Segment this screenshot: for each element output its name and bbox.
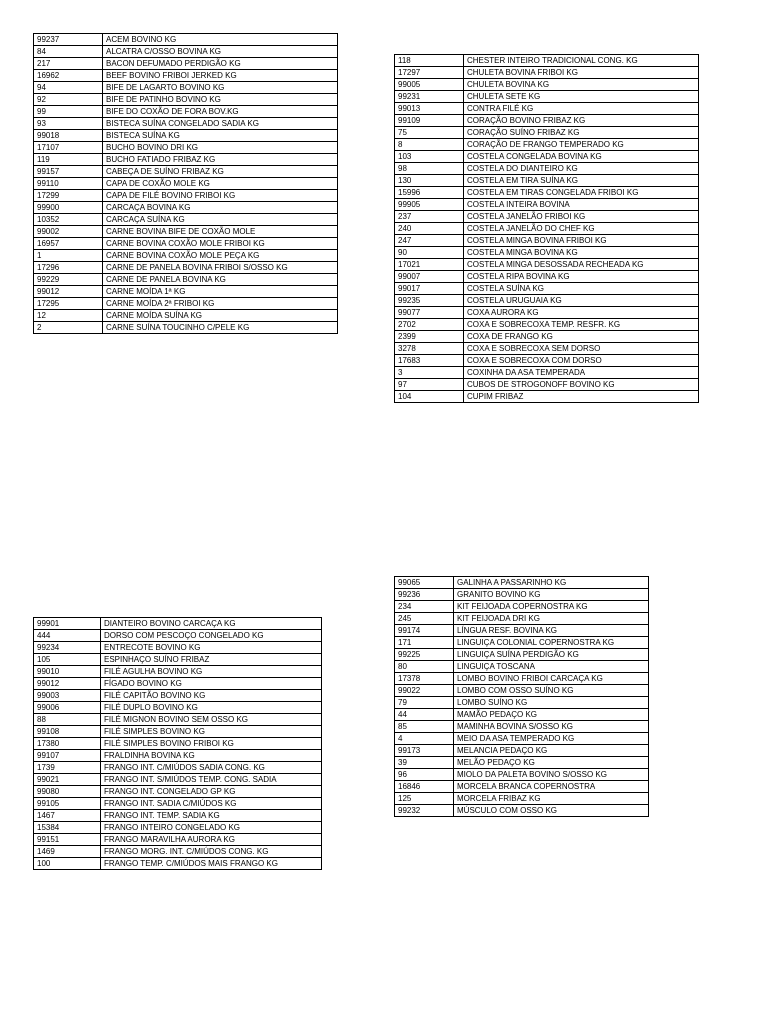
product-description: CARNE MOÍDA 2ª FRIBOI KG (103, 298, 338, 310)
product-description: CARCAÇA BOVINA KG (103, 202, 338, 214)
product-code: 17378 (395, 673, 454, 685)
product-description: COXINHA DA ASA TEMPERADA (464, 367, 699, 379)
product-description: MAMINHA BOVINA S/OSSO KG (454, 721, 649, 733)
product-description: CARNE BOVINA COXÃO MOLE PEÇA KG (103, 250, 338, 262)
product-description: CORAÇÃO DE FRANGO TEMPERADO KG (464, 139, 699, 151)
table-row (395, 661, 649, 673)
product-code: 99157 (34, 166, 103, 178)
product-description: CAPA DE COXÃO MOLE KG (103, 178, 338, 190)
product-description: CAPA DE FILÉ BOVINO FRIBOI KG (103, 190, 338, 202)
product-code: 99 (34, 106, 103, 118)
table-row (34, 226, 338, 238)
product-code: 17299 (34, 190, 103, 202)
product-code: 444 (34, 630, 101, 642)
table-row (395, 769, 649, 781)
product-code: 79 (395, 697, 454, 709)
product-description: GRANITO BOVINO KG (454, 589, 649, 601)
product-description: CARNE MOÍDA 1ª KG (103, 286, 338, 298)
product-description: ENTRECOTE BOVINO KG (101, 642, 322, 654)
product-description: LOMBO BOVINO FRIBOI CARCAÇA KG (454, 673, 649, 685)
table-row (34, 70, 338, 82)
product-table-2 (394, 54, 699, 403)
product-description: BIFE DE LAGARTO BOVINO KG (103, 82, 338, 94)
product-description: CUPIM FRIBAZ (464, 391, 699, 403)
product-code: 4 (395, 733, 454, 745)
table-row (395, 271, 699, 283)
product-code: 99235 (395, 295, 464, 307)
product-code: 2702 (395, 319, 464, 331)
product-description: COSTELA MINGA BOVINA KG (464, 247, 699, 259)
product-description: FILÉ SIMPLES BOVINO FRIBOI KG (101, 738, 322, 750)
table-row (395, 613, 649, 625)
product-description: FRANGO INT. S/MIÚDOS TEMP. CONG. SADIA (101, 774, 322, 786)
product-description: KIT FEIJOADA COPERNOSTRA KG (454, 601, 649, 613)
product-description: COSTELA CONGELADA BOVINA KG (464, 151, 699, 163)
product-code: 99065 (395, 577, 454, 589)
product-description: CARNE BOVINA BIFE DE COXÃO MOLE (103, 226, 338, 238)
product-code: 99905 (395, 199, 464, 211)
product-description: FRANGO INT. SADIA C/MIÚDOS KG (101, 798, 322, 810)
product-table-4 (394, 576, 649, 817)
table-row (34, 46, 338, 58)
table-row (395, 577, 649, 589)
product-code: 90 (395, 247, 464, 259)
product-description: COSTELA URUGUAIA KG (464, 295, 699, 307)
table-row (34, 762, 322, 774)
table-row (34, 738, 322, 750)
product-description: COSTELA JANELÃO DO CHEF KG (464, 223, 699, 235)
table-row (34, 774, 322, 786)
product-code: 17683 (395, 355, 464, 367)
table-row (395, 187, 699, 199)
product-description: MELÃO PEDAÇO KG (454, 757, 649, 769)
product-code: 1739 (34, 762, 101, 774)
table-row (34, 154, 338, 166)
product-code: 2399 (395, 331, 464, 343)
table-row (395, 127, 699, 139)
product-code: 16962 (34, 70, 103, 82)
product-code: 247 (395, 235, 464, 247)
table-row (395, 805, 649, 817)
table-row (395, 649, 649, 661)
product-description: BIFE DE PATINHO BOVINO KG (103, 94, 338, 106)
product-description: CARNE MOÍDA SUÍNA KG (103, 310, 338, 322)
product-description: CARNE DE PANELA BOVINA FRIBOI S/OSSO KG (103, 262, 338, 274)
table-row (34, 726, 322, 738)
product-description: COXA AURORA KG (464, 307, 699, 319)
product-description: ACEM BOVINO KG (103, 34, 338, 46)
product-description: FILÉ MIGNON BOVINO SEM OSSO KG (101, 714, 322, 726)
table-row (34, 714, 322, 726)
product-code: 119 (34, 154, 103, 166)
product-code: 237 (395, 211, 464, 223)
product-code: 1467 (34, 810, 101, 822)
product-code: 99018 (34, 130, 103, 142)
product-code: 17380 (34, 738, 101, 750)
product-code: 99236 (395, 589, 454, 601)
table-row (395, 601, 649, 613)
product-description: CARNE DE PANELA BOVINA KG (103, 274, 338, 286)
table-row (395, 139, 699, 151)
product-code: 17107 (34, 142, 103, 154)
product-code: 125 (395, 793, 454, 805)
product-description: FRANGO TEMP. C/MIÚDOS MAIS FRANGO KG (101, 858, 322, 870)
product-code: 99012 (34, 678, 101, 690)
table-row (34, 190, 338, 202)
table-row (34, 274, 338, 286)
product-description: COSTELA MINGA BOVINA FRIBOI KG (464, 235, 699, 247)
product-description: CHESTER INTEIRO TRADICIONAL CONG. KG (464, 55, 699, 67)
table-row (34, 810, 322, 822)
product-description: MORCELA FRIBAZ KG (454, 793, 649, 805)
product-code: 93 (34, 118, 103, 130)
table-row (395, 67, 699, 79)
product-code: 234 (395, 601, 454, 613)
table-row (34, 666, 322, 678)
product-description: BUCHO FATIADO FRIBAZ KG (103, 154, 338, 166)
product-description: FILÉ DUPLO BOVINO KG (101, 702, 322, 714)
product-description: MEIO DA ASA TEMPERADO KG (454, 733, 649, 745)
product-code: 99229 (34, 274, 103, 286)
product-code: 16957 (34, 238, 103, 250)
product-code: 99017 (395, 283, 464, 295)
product-description: FÍGADO BOVINO KG (101, 678, 322, 690)
table-row (395, 391, 699, 403)
product-description: COSTELA INTEIRA BOVINA (464, 199, 699, 211)
product-description: ESPINHAÇO SUÍNO FRIBAZ (101, 654, 322, 666)
product-code: 3278 (395, 343, 464, 355)
product-description: LINGUIÇA SUÍNA PERDIGÃO KG (454, 649, 649, 661)
product-code: 16846 (395, 781, 454, 793)
product-description: COSTELA RIPA BOVINA KG (464, 271, 699, 283)
product-description: LOMBO SUÍNO KG (454, 697, 649, 709)
product-code: 94 (34, 82, 103, 94)
product-code: 99225 (395, 649, 454, 661)
table-row (34, 142, 338, 154)
product-description: MORCELA BRANCA COPERNOSTRA (454, 781, 649, 793)
product-description: COXA E SOBRECOXA SEM DORSO (464, 343, 699, 355)
table-row (34, 786, 322, 798)
product-description: MELANCIA PEDAÇO KG (454, 745, 649, 757)
product-description: FRALDINHA BOVINA KG (101, 750, 322, 762)
product-description: FRANGO INTEIRO CONGELADO KG (101, 822, 322, 834)
product-code: 99021 (34, 774, 101, 786)
product-code: 99003 (34, 690, 101, 702)
product-description: BUCHO BOVINO DRI KG (103, 142, 338, 154)
product-code: 85 (395, 721, 454, 733)
product-code: 99174 (395, 625, 454, 637)
product-description: DIANTEIRO BOVINO CARCAÇA KG (101, 618, 322, 630)
product-description: BACON DEFUMADO PERDIGÃO KG (103, 58, 338, 70)
product-description: BISTECA SUÍNA KG (103, 130, 338, 142)
product-code: 217 (34, 58, 103, 70)
table-row (34, 750, 322, 762)
product-code: 80 (395, 661, 454, 673)
table-row (395, 379, 699, 391)
product-description: COSTELA JANELÃO FRIBOI KG (464, 211, 699, 223)
product-code: 44 (395, 709, 454, 721)
product-description: ALCATRA C/OSSO BOVINA KG (103, 46, 338, 58)
product-code: 1 (34, 250, 103, 262)
product-code: 99105 (34, 798, 101, 810)
product-description: CONTRA FILÉ KG (464, 103, 699, 115)
table-row (34, 262, 338, 274)
product-code: 99010 (34, 666, 101, 678)
table-row (395, 283, 699, 295)
table-row (395, 589, 649, 601)
product-code: 99173 (395, 745, 454, 757)
product-code: 245 (395, 613, 454, 625)
table-row (34, 690, 322, 702)
table-row (34, 178, 338, 190)
product-code: 99900 (34, 202, 103, 214)
table-row (34, 822, 322, 834)
product-code: 100 (34, 858, 101, 870)
product-description: DORSO COM PESCOÇO CONGELADO KG (101, 630, 322, 642)
product-description: KIT FEIJOADA DRI KG (454, 613, 649, 625)
table-row (395, 745, 649, 757)
table-row (395, 367, 699, 379)
table-row (395, 175, 699, 187)
table-row (34, 654, 322, 666)
table-row (34, 798, 322, 810)
table-row (34, 34, 338, 46)
product-description: CORAÇÃO BOVINO FRIBAZ KG (464, 115, 699, 127)
product-description: FILÉ AGULHA BOVINO KG (101, 666, 322, 678)
table-row (34, 834, 322, 846)
product-code: 98 (395, 163, 464, 175)
table-row (34, 202, 338, 214)
product-code: 99022 (395, 685, 454, 697)
table-row (395, 163, 699, 175)
table-row (34, 106, 338, 118)
product-code: 75 (395, 127, 464, 139)
product-code: 99151 (34, 834, 101, 846)
product-description: LOMBO COM OSSO SUÍNO KG (454, 685, 649, 697)
product-description: COXA DE FRANGO KG (464, 331, 699, 343)
table-row (34, 702, 322, 714)
table-row (395, 709, 649, 721)
product-description: FRANGO INT. TEMP. SADIA KG (101, 810, 322, 822)
table-row (395, 223, 699, 235)
table-row (34, 298, 338, 310)
product-description: CARNE SUÍNA TOUCINHO C/PELE KG (103, 322, 338, 334)
product-code: 99232 (395, 805, 454, 817)
table-row (395, 247, 699, 259)
product-description: COXA E SOBRECOXA TEMP. RESFR. KG (464, 319, 699, 331)
table-row (395, 319, 699, 331)
table-row (395, 331, 699, 343)
product-code: 99109 (395, 115, 464, 127)
table-row (395, 199, 699, 211)
product-code: 10352 (34, 214, 103, 226)
product-description: GALINHA A PASSARINHO KG (454, 577, 649, 589)
table-row (395, 295, 699, 307)
table-row (34, 322, 338, 334)
product-code: 99237 (34, 34, 103, 46)
product-code: 99234 (34, 642, 101, 654)
product-code: 15384 (34, 822, 101, 834)
product-description: MÚSCULO COM OSSO KG (454, 805, 649, 817)
table-row (34, 310, 338, 322)
product-description: COXA E SOBRECOXA COM DORSO (464, 355, 699, 367)
product-table-1 (33, 33, 338, 334)
table-row (395, 781, 649, 793)
product-description: CUBOS DE STROGONOFF BOVINO KG (464, 379, 699, 391)
table-row (34, 618, 322, 630)
product-description: COSTELA EM TIRA SUÍNA KG (464, 175, 699, 187)
product-description: COSTELA EM TIRAS CONGELADA FRIBOI KG (464, 187, 699, 199)
product-code: 8 (395, 139, 464, 151)
product-description: MAMÃO PEDAÇO KG (454, 709, 649, 721)
table-row (34, 630, 322, 642)
table-row (395, 637, 649, 649)
product-description: FRANGO MORG. INT. C/MIÚDOS CONG. KG (101, 846, 322, 858)
table-row (34, 238, 338, 250)
product-code: 1469 (34, 846, 101, 858)
product-description: FRANGO INT. C/MIÚDOS SADIA CONG. KG (101, 762, 322, 774)
product-code: 130 (395, 175, 464, 187)
product-code: 99013 (395, 103, 464, 115)
table-row (34, 94, 338, 106)
product-code: 99110 (34, 178, 103, 190)
product-table-3 (33, 617, 322, 870)
product-code: 99080 (34, 786, 101, 798)
product-code: 17296 (34, 262, 103, 274)
product-code: 99002 (34, 226, 103, 238)
table-row (34, 214, 338, 226)
product-code: 97 (395, 379, 464, 391)
product-code: 15996 (395, 187, 464, 199)
product-description: COSTELA DO DIANTEIRO KG (464, 163, 699, 175)
product-code: 171 (395, 637, 454, 649)
product-description: FILÉ SIMPLES BOVINO KG (101, 726, 322, 738)
table-row (395, 343, 699, 355)
product-code: 39 (395, 757, 454, 769)
product-code: 103 (395, 151, 464, 163)
table-row (395, 793, 649, 805)
product-code: 12 (34, 310, 103, 322)
product-code: 88 (34, 714, 101, 726)
product-code: 105 (34, 654, 101, 666)
table-row (395, 697, 649, 709)
table-row (34, 286, 338, 298)
product-code: 99012 (34, 286, 103, 298)
product-description: CORAÇÃO SUÍNO FRIBAZ KG (464, 127, 699, 139)
table-row (34, 166, 338, 178)
product-description: LINGUIÇA COLONIAL COPERNOSTRA KG (454, 637, 649, 649)
product-description: COSTELA MINGA DESOSSADA RECHEADA KG (464, 259, 699, 271)
product-code: 240 (395, 223, 464, 235)
table-row (395, 757, 649, 769)
product-description: BISTECA SUÍNA CONGELADO SADIA KG (103, 118, 338, 130)
product-description: CHULETA BOVINA FRIBOI KG (464, 67, 699, 79)
table-row (395, 259, 699, 271)
table-row (395, 151, 699, 163)
product-code: 99231 (395, 91, 464, 103)
product-description: CABEÇA DE SUÍNO FRIBAZ KG (103, 166, 338, 178)
table-row (34, 678, 322, 690)
product-code: 99107 (34, 750, 101, 762)
table-row (34, 858, 322, 870)
product-description: FILÉ CAPITÃO BOVINO KG (101, 690, 322, 702)
product-description: CARCAÇA SUÍNA KG (103, 214, 338, 226)
product-code: 92 (34, 94, 103, 106)
product-code: 17021 (395, 259, 464, 271)
table-row (395, 115, 699, 127)
table-row (34, 642, 322, 654)
table-row (34, 250, 338, 262)
table-row (395, 211, 699, 223)
product-description: COSTELA SUÍNA KG (464, 283, 699, 295)
table-row (395, 79, 699, 91)
product-code: 99007 (395, 271, 464, 283)
product-code: 99077 (395, 307, 464, 319)
product-code: 99901 (34, 618, 101, 630)
product-description: CHULETA SETE KG (464, 91, 699, 103)
product-description: BEEF BOVINO FRIBOI JERKED KG (103, 70, 338, 82)
product-code: 99006 (34, 702, 101, 714)
product-code: 17297 (395, 67, 464, 79)
table-row (395, 235, 699, 247)
product-code: 99108 (34, 726, 101, 738)
table-row (395, 685, 649, 697)
table-row (34, 58, 338, 70)
table-row (34, 130, 338, 142)
product-description: LINGUIÇA TOSCANA (454, 661, 649, 673)
product-code: 2 (34, 322, 103, 334)
product-code: 3 (395, 367, 464, 379)
table-row (395, 355, 699, 367)
table-row (34, 118, 338, 130)
product-code: 17295 (34, 298, 103, 310)
table-row (34, 82, 338, 94)
product-code: 96 (395, 769, 454, 781)
product-description: MIOLO DA PALETA BOVINO S/OSSO KG (454, 769, 649, 781)
product-code: 118 (395, 55, 464, 67)
table-row (395, 721, 649, 733)
product-description: FRANGO INT. CONGELADO GP KG (101, 786, 322, 798)
product-description: FRANGO MARAVILHA AURORA KG (101, 834, 322, 846)
table-row (395, 55, 699, 67)
product-code: 99005 (395, 79, 464, 91)
table-row (34, 846, 322, 858)
table-row (395, 673, 649, 685)
product-description: BIFE DO COXÃO DE FORA BOV.KG (103, 106, 338, 118)
product-description: CHULETA BOVINA KG (464, 79, 699, 91)
table-row (395, 625, 649, 637)
table-row (395, 733, 649, 745)
product-code: 84 (34, 46, 103, 58)
product-description: CARNE BOVINA COXÃO MOLE FRIBOI KG (103, 238, 338, 250)
table-row (395, 103, 699, 115)
table-row (395, 91, 699, 103)
product-code: 104 (395, 391, 464, 403)
table-row (395, 307, 699, 319)
product-description: LÍNGUA RESF. BOVINA KG (454, 625, 649, 637)
